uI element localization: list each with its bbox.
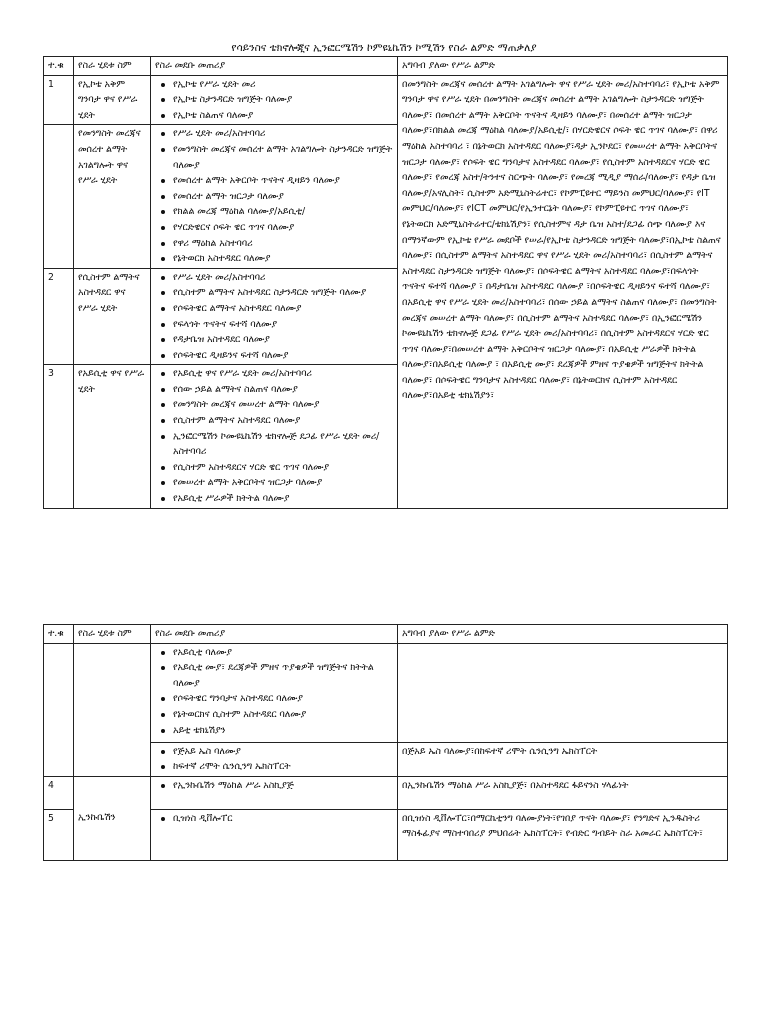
row-experience: በቢዝነስ ዲቨሎፐር፣በማርኬቲንግ ባለሙያነት፣የገበያ ጥናት ባለሙያ፣ የንግድና ኢንዱስትሪ ማስፋፊያና ማስተባበሪያ ምህበሬት ኤክስፐርት፣ የብድር ግብይት ስራ አመራር ኤክስፐርት፣ <box>398 809 728 860</box>
list-item: የመሰረተ ልማት ዝርጋታ ባለሙያ <box>155 189 393 205</box>
list-item: የሥራ ሂደት መሪ/አስተባባሪ <box>155 270 393 286</box>
row-process: ኢንኩቤሽን <box>74 776 151 860</box>
list-item: የፍላጎት ጥናትና ፍተሻ ባለሙያ <box>155 317 393 333</box>
header-process: የስራ ሂደቱ ስም <box>74 625 151 644</box>
position-list <box>155 744 393 775</box>
position-list <box>155 366 393 506</box>
experience-table-2 <box>43 624 728 861</box>
list-item: የዳታቤዝ አስተዳደር ባለሙያ <box>155 332 393 348</box>
header-experience: አግባብ ያለው የሥራ ልምድ <box>398 625 728 644</box>
list-item: የሲስተም አስተዳደርና ሃርድ ዌር ጥገና ባለሙያ <box>155 460 393 476</box>
row-positions <box>151 125 398 268</box>
list-item: የሥራ ሂደት መሪ/አስተባባሪ <box>155 126 393 142</box>
row-no: 3 <box>44 365 74 508</box>
list-item: የሶፍትዌር ግንባታና አስተዳደር ባለሙያ <box>155 691 393 707</box>
row-positions <box>151 643 398 742</box>
list-item: የኢኮቴ ስታንዳርድ ዝግጅት ባለሙያ <box>155 92 393 108</box>
table-row <box>44 776 728 809</box>
row-experience: በኢንኩቤሽን ማዕከል ሥራ አስኪያጅ፣ በአስተዳደር ፋይናንስ ሃላፊነት <box>398 776 728 809</box>
row-positions <box>151 742 398 776</box>
list-item: ከፍተኛ ሪሞት ሴንሲንግ ኤክስፐርት <box>155 759 393 775</box>
list-item: የአይሲቲ ዋና የሥራ ሂደት መሪ/አስተባባሪ <box>155 366 393 382</box>
row-no <box>44 643 74 776</box>
row-positions <box>151 776 398 809</box>
header-position: የስራ መደቡ መጠሪያ <box>151 625 398 644</box>
list-item: የሶፍትዌር ልማትና አስተዳደር ባለሙያ <box>155 301 393 317</box>
list-item: የመሠረተ ልማት አቅርቦትና ዝርጋታ ባለሙያ <box>155 475 393 491</box>
table-header-row <box>44 57 728 76</box>
list-item: የመሰረተ ልማት አቅርቦት ጥናትና ዲዛይን ባለሙያ <box>155 173 393 189</box>
list-item: የመንግስት መረጃና መሰረተ ልማት አገልግሎት ስታንዳርድ ዝግጅት ባለሙያ <box>155 142 393 173</box>
position-list <box>155 270 393 364</box>
row-process: የሲስተም ልማትና አስተዳደር ዋና የሥራ ሂደት <box>74 268 151 365</box>
header-no: ተ.ቁ <box>44 57 74 76</box>
row-no: 4 <box>44 776 74 809</box>
list-item: የመንግስት መረጃና መሠረተ ልማት ባለሙያ <box>155 397 393 413</box>
list-item: የክልል መረጃ ማዕከል ባለሙያ/አይሲቲ/ <box>155 204 393 220</box>
list-item: አይቲ ቴክኒሽያን <box>155 723 393 739</box>
table-header-row <box>44 625 728 644</box>
list-item: የሶፍትዌር ዲዛይንና ፍተሻ ባለሙያ <box>155 348 393 364</box>
table-row <box>44 75 728 125</box>
list-item: የአይሲቲ ሥራዎች ክትትል ባለሙያ <box>155 491 393 507</box>
header-process: የስራ ሂደቱ ስም <box>74 57 151 76</box>
header-experience: አግባብ ያለው የሥራ ልምድ <box>398 57 728 76</box>
document-title: የሳይንስና ቴክኖሎጂና ኢንፎርሜሽን ኮምዩኒኬሽን ኮሚሽን የስራ ልምድ ማጠቃለያ <box>231 42 537 54</box>
list-item: የጅአይ ኤስ ባለሙያ <box>155 744 393 760</box>
row-process: የአይሲቲ ዋና የሥራ ሂደት <box>74 365 151 508</box>
row-no: 5 <box>44 809 74 860</box>
row-positions <box>151 268 398 365</box>
row-experience: በጅአይ ኤስ ባለሙያ፣በከፍተኛ ሪሞት ሴንሲንግ ኤክስፐርት <box>398 742 728 776</box>
experience-table-1 <box>43 56 728 509</box>
experience-description: በመንግስት መረጃና መሰረተ ልማት አገልግሎት ዋና የሥራ ሂደት መሪ/አስተባባሪ፣ የኢኮቴ አቅም ግንባታ ዋና የሥራ ሂደት በመንግስት መረጃና መሰረተ ልማት አገልግሎት ስታንዳርድ ዝግጅት ባለሙያ፣ በመሰረተ ልማት አቅርቦት ጥናትና ዲዛይን ባለሙያ፣ በመሰረተ ልማት ዝርጋታ ባለሙያ፣በክልል መረጃ ማዕከል ባለሙያ/አይሲቲ/፣ በሃርድዌርና ሶፍት ዌር ጥገና ባለሙያ፣ በዋሪ ማዕከል አስተባባሪ ፣ በኔትወርክ አስተዳደር ባለሙያ፣ዳታ ኢንኮደር፣ የመሠረተ ልማት አቅርቦትና ዝርጋታ ባለሙያ፣ የሶፍት ዌር ግንባታና አስተዳደር ባለሙያ፣ የሲስተም አስተዳደርና ሃርድ ዌር ባለሙያ፣ የመረጃ አስተ/ትንተና ስርጭት ባለሙያ፣ የመረጃ ሚዲያ ማሰራ/ባለሙያ፣ የዳታ ቤዝ ባለሙያ/አናሊስት፣ ሲስተም አድሚኒስትሬተር፣ የኮምፒዩተር ማይንስ መምህር/ባለሙያ፣ የIT መምህር/ባለሙያ፣ የICT መምህር/የኢንተርኔት ባለሙያ፣ የኮምፒዩተር ጥገና ባለሙያ፣ የኔትወርክ አድሚኒስትሬተር/ቴክኒሽያን፣ የሲስተምና ዳታ ቤዝ አስተ/ደጋፊ ሰጭ ባለሙያ እና በማንኛውም የኢኮቴ የሥራ መደቦች የሠራ/የኢኮቴ ስታንዳርድ ዝግጅት ባለሙያ፣በኢኮቴ ስልጠና ባለሙያ፣ በሲስተም ልማትና አስተዳደር ዋና የሥራ ሂደት መሪ/አስተባባሪ፣ በሲስተም ልማትና አስተዳደር ስታንዳርድ ዝግጅት ባለሙያ፣ በሶፍትዌር ልማትና አስተዳደር ባለሙያ፣በፍላጎት ጥናትና ፍተሻ ባለሙያ ፣ በዳታቤዝ አስተዳደር ባለሙያ ፣በሶፍትዌር ዲዛይንና ፍተሻ ባለሙያ፣ በአይሲቲ ዋና የሥራ ሂደት መሪ/አስተባባሪ፣ በሰው ኃይል ልማትና ስልጠና ባለሙያ፣ በመንግስት መረጃና መሠረተ ልማት ባለሙያ፣ በሲስተም ልማትና አስተዳደር ባለሙያ፣ በኢንፎርሜሽን ኮሙዩኒኬሽን ቴክኖሎጅ ደጋፊ የሥራ ሂደት መሪ/አስተባባሪ፣ በሲስተም አስተዳደርና ሃርድ ዌር ጥገና ባለሙያ፣በመሠረተ ልማት አቅርቦትና ዝርጋታ ባለሙያ፣ በአይሲቲ ሥራዎች ክትትል ባለሙያ፣በአይሲቲ ባለሙያ ፣ በአይሲቲ ሙያ፣ ደረጃዎች ምዘና ጥያቄዎች ዝግጅትና ክትትል ባለሙያ፣ በሶፍትዌር ግንባታና አስተዳደር ባለሙያ፣ በኔትወርክና ሲስተም አስተዳደር ባለሙያ፣በአይቲ ቴክኒሽያን፣ <box>398 75 728 508</box>
position-list <box>155 811 393 827</box>
row-experience <box>398 643 728 742</box>
position-list <box>155 126 393 266</box>
list-item: የሃርድዌርና ሶፍት ዌር ጥገና ባለሙያ <box>155 220 393 236</box>
list-item: ቢዝነስ ዲቨሎፐር <box>155 811 393 827</box>
row-no <box>44 125 74 268</box>
list-item: የአይሲቲ ባለሙያ <box>155 645 393 661</box>
list-item: የሰው ኃይል ልማትና ስልጠና ባለሙያ <box>155 382 393 398</box>
table-row <box>44 643 728 742</box>
list-item: የኔትወርክ አስተዳደር ባለሙያ <box>155 251 393 267</box>
position-list <box>155 645 393 739</box>
header-no: ተ.ቁ <box>44 625 74 644</box>
row-positions <box>151 365 398 508</box>
row-process: የመንግስት መረጃና መሰረተ ልማት አገልግሎት ዋና የሥራ ሂደት <box>74 125 151 268</box>
list-item: የኢኮቴ የሥራ ሂደት መሪ <box>155 77 393 93</box>
row-process <box>74 643 151 776</box>
row-no: 1 <box>44 75 74 125</box>
list-item: የኢኮቴ ስልጠና ባለሙያ <box>155 108 393 124</box>
row-process: የኢኮቴ አቅም ግንባታ ዋና የሥራ ሂደት <box>74 75 151 125</box>
list-item: የሲስተም ልማትና አስተዳደር ባለሙያ <box>155 413 393 429</box>
list-item: የኔትወርክና ሲስተም አስተዳደር ባለሙያ <box>155 707 393 723</box>
list-item: የኢንኩቤሽን ማዕከል ሥራ አስኪያጅ <box>155 778 393 794</box>
row-no: 2 <box>44 268 74 365</box>
row-positions <box>151 809 398 860</box>
position-list <box>155 778 393 794</box>
position-list <box>155 77 393 124</box>
list-item: የሲስተም ልማትና አስተዳደር ስታንዳርድ ዝግጅት ባለሙያ <box>155 285 393 301</box>
list-item: ኢንፎርሜሽን ኮሙዩኒኬሽን ቴክኖሎጅ ደጋፊ የሥራ ሂደት መሪ/አስተባባሪ <box>155 429 393 460</box>
header-position: የስራ መደቡ መጠሪያ <box>151 57 398 76</box>
row-positions <box>151 75 398 125</box>
list-item: የአይሲቲ ሙያ፣ ደረጃዎች ምዘና ጥያቄዎች ዝግጅትና ክትትል ባለሙያ <box>155 660 393 691</box>
list-item: የዋሪ ማዕከል አስተባባሪ <box>155 236 393 252</box>
